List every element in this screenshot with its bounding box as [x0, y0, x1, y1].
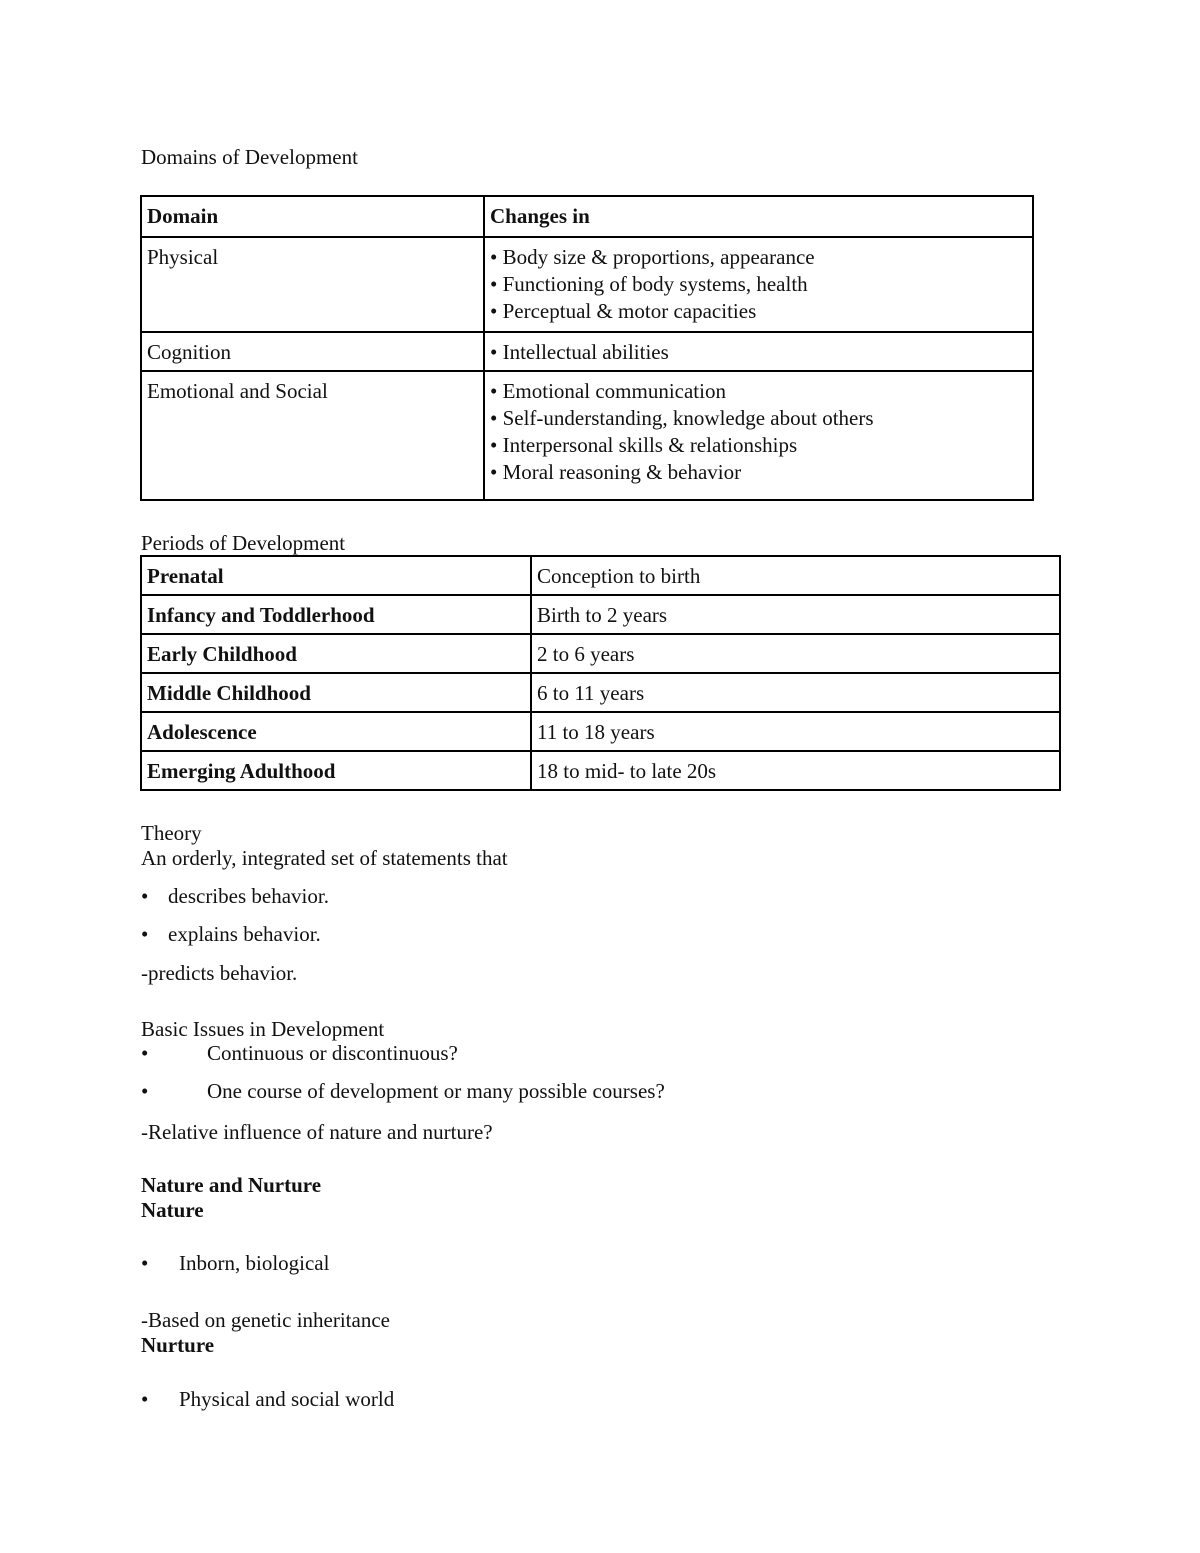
table-row	[141, 634, 1060, 673]
nature-nurture-heading: Nature and Nurture	[141, 1173, 322, 1197]
table-row	[141, 556, 1060, 595]
period-range: 6 to 11 years	[531, 673, 1060, 712]
period-range: Conception to birth	[531, 556, 1060, 595]
period-name: Early Childhood	[141, 634, 531, 673]
change-item: • Moral reasoning & behavior	[490, 460, 742, 484]
issues-title: Basic Issues in Development	[141, 1017, 385, 1041]
periods-title: Periods of Development	[141, 531, 346, 555]
table-row	[141, 595, 1060, 634]
bullet-icon: •	[141, 884, 149, 908]
change-item: • Emotional communication	[490, 379, 726, 403]
change-item: • Body size & proportions, appearance	[490, 245, 815, 269]
bullet-icon: •	[141, 922, 149, 946]
table-row	[141, 751, 1060, 790]
bullet-icon: •	[141, 1387, 149, 1411]
list-item: One course of development or many possible courses?	[207, 1079, 665, 1103]
theory-intro: An orderly, integrated set of statements that	[141, 846, 508, 870]
table-row	[141, 196, 1033, 237]
period-range: 11 to 18 years	[531, 712, 1060, 751]
domain-cell: Cognition	[141, 332, 484, 371]
bullet-icon: •	[141, 1079, 149, 1103]
domain-cell: Emotional and Social	[141, 371, 484, 500]
period-name: Adolescence	[141, 712, 531, 751]
domain-cell: Physical	[141, 237, 484, 332]
list-item: Inborn, biological	[179, 1251, 330, 1275]
period-range: 18 to mid- to late 20s	[531, 751, 1060, 790]
period-range: Birth to 2 years	[531, 595, 1060, 634]
table-header-changes: Changes in	[484, 196, 1033, 237]
table-row	[141, 712, 1060, 751]
change-item: • Interpersonal skills & relationships	[490, 433, 798, 457]
bullet-icon: •	[141, 1041, 149, 1065]
change-item: • Intellectual abilities	[490, 340, 669, 364]
table-row	[141, 371, 1033, 500]
table-row	[141, 673, 1060, 712]
list-item-dash: -Relative influence of nature and nurture?	[141, 1120, 493, 1144]
table-row	[141, 332, 1033, 371]
domains-title: Domains of Development	[141, 145, 358, 169]
list-item: Continuous or discontinuous?	[207, 1041, 458, 1065]
list-item: Physical and social world	[179, 1387, 395, 1411]
theory-title: Theory	[141, 821, 202, 845]
changes-cell	[484, 332, 1033, 371]
period-name: Infancy and Toddlerhood	[141, 595, 531, 634]
change-item: • Self-understanding, knowledge about others	[490, 406, 874, 430]
period-range: 2 to 6 years	[531, 634, 1060, 673]
list-item: explains behavior.	[168, 922, 321, 946]
list-item: describes behavior.	[168, 884, 329, 908]
periods-table	[140, 555, 1061, 791]
domains-table	[140, 195, 1034, 501]
changes-cell	[484, 237, 1033, 332]
bullet-icon: •	[141, 1251, 149, 1275]
table-header-domain: Domain	[141, 196, 484, 237]
nature-heading: Nature	[141, 1198, 204, 1222]
table-row	[141, 237, 1033, 332]
list-item-dash: -predicts behavior.	[141, 961, 298, 985]
nurture-heading: Nurture	[141, 1333, 215, 1357]
period-name: Middle Childhood	[141, 673, 531, 712]
change-item: • Perceptual & motor capacities	[490, 299, 757, 323]
changes-cell	[484, 371, 1033, 500]
period-name: Emerging Adulthood	[141, 751, 531, 790]
list-item-dash: -Based on genetic inheritance	[141, 1308, 390, 1332]
period-name: Prenatal	[141, 556, 531, 595]
change-item: • Functioning of body systems, health	[490, 272, 808, 296]
